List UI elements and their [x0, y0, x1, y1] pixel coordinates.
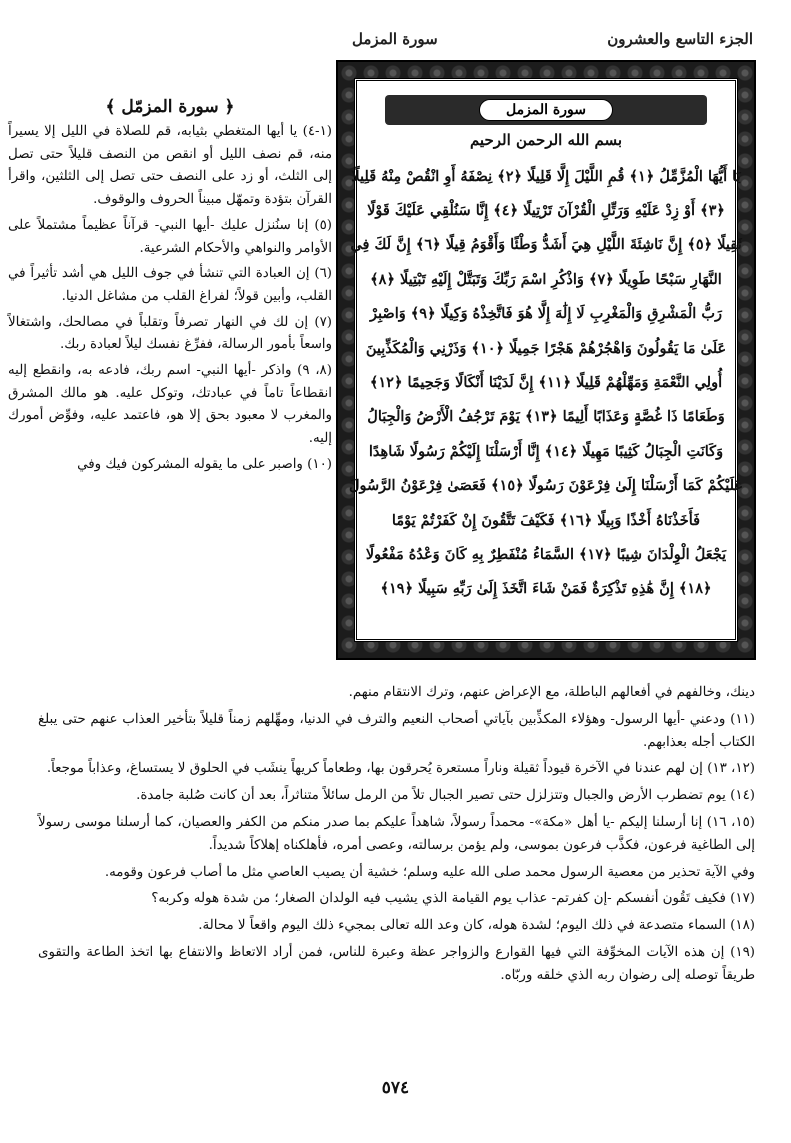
quran-line: فَأَخَذْنَاهُ أَخْذًا وَبِيلًا ﴿١٦﴾ فَكَيْفَ تَتَّقُونَ إِنْ كَفَرْتُمْ يَوْمًا	[391, 511, 701, 529]
surah-header: سورة المزمل	[352, 30, 438, 48]
juz-header: الجزء التاسع والعشرون	[607, 30, 753, 48]
tafsir-paragraph: (١-٤) يا أيها المتغطي بثيابه، قم للصلاة في الليل إلا يسيراً منه، قم نصف الليل أو انقص من النصف قليلاً حتى تصل إلى الثلث، أو زد على النصف حتى تصل إلى الثلثين، واقرأ القرآن بتؤدة وتمهّل مبيناً الحروف والوقوف.	[8, 124, 332, 208]
quran-line: ﴿١٨﴾ إِنَّ هَٰذِهِ تَذْكِرَةٌ فَمَنْ شَاءَ اتَّخَذَ إِلَىٰ رَبِّهِ سَبِيلًا ﴿١٩﴾	[380, 580, 712, 598]
quran-line: ﴿٣﴾ أَوْ زِدْ عَلَيْهِ وَرَتِّلِ الْقُرْآنَ تَرْتِيلًا ﴿٤﴾ إِنَّا سَنُلْقِي عَلَيْكَ قَوْلًا	[367, 202, 725, 220]
tafsir-full-width	[38, 682, 755, 992]
quran-line: وَطَعَامًا ذَا غُصَّةٍ وَعَذَابًا أَلِيمًا ﴿١٣﴾ يَوْمَ تَرْجُفُ الْأَرْضُ وَالْجِبَالُ	[367, 408, 725, 426]
quran-line: رَبُّ الْمَشْرِقِ وَالْمَغْرِبِ لَا إِلَٰهَ إِلَّا هُوَ فَاتَّخِذْهُ وَكِيلًا ﴿٩﴾ وَاصْبِرْ	[370, 305, 722, 323]
tafsir-paragraph: (١٢، ١٣) إن لهم عندنا في الآخرة قيوداً ثقيلة وناراً مستعرة يُحرقون بها، وطعاماً كريهاً ينشَب في الحلوق لا يستساغ، وعذاباً موجعاً.	[46, 761, 755, 777]
quran-line: وَكَانَتِ الْجِبَالُ كَثِيبًا مَهِيلًا ﴿١٤﴾ إِنَّا أَرْسَلْنَا إِلَيْكُمْ رَسُولًا شَاهِدًا	[368, 442, 724, 460]
tafsir-paragraph: (١٧) فكيف تَقُون أنفسكم -إن كفرتم- عذاب يوم القيامة الذي يشيب فيه الولدان الصغار؛ من شدة هوله وكربه؟	[151, 891, 755, 907]
tafsir-paragraph: (١٩) إن هذه الآيات المخوِّفة التي فيها القوارع والزواجر عظة وعبرة للناس، فمن أراد الاتعاظ والانتفاع بها اتخذ الطاعة والتقوى طريقاً توصله إلى رضوان ربه الذي خلقه وربّاه.	[38, 944, 755, 983]
surah-banner-title: سورة المزمل	[479, 99, 613, 121]
basmala: بسم الله الرحمن الرحيم	[469, 131, 623, 149]
tafsir-paragraph: (٨، ٩) واذكر -أيها النبي- اسم ربك، فادعه به، وانقطع إليه انقطاعاً تاماً في عبادتك، وتوكل عليه. هو مالك المشرق والمغرب لا معبود بحق إلا هو، فاعتمد عليه، وفوِّض أمورك إليه.	[8, 363, 332, 447]
page-number: ٥٧٤	[381, 1078, 410, 1098]
tafsir-paragraph: (١١) ودعني -أيها الرسول- وهؤلاء المكذِّبين بآياتي أصحاب النعيم والترف في الدنيا، ومهِّلهم زمناً قليلاً بتأخير العذاب عنهم حتى يبلغ الكتاب أجله بعذابهم.	[38, 711, 755, 750]
quran-line: عَلَيْكُمْ كَمَا أَرْسَلْنَا إِلَىٰ فِرْعَوْنَ رَسُولًا ﴿١٥﴾ فَعَصَىٰ فِرْعَوْنُ الرَّسُولَ	[348, 477, 744, 495]
quran-line: يَجْعَلُ الْوِلْدَانَ شِيبًا ﴿١٧﴾ السَّمَاءُ مُنْفَطِرٌ بِهِ كَانَ وَعْدُهُ مَفْعُولًا	[365, 545, 727, 563]
tafsir-paragraph: (٦) إن العبادة التي تنشأ في جوف الليل هي أشد تأثيراً في القلب، وأبين قولاً؛ لفراغ القلب من مشاغل الدنيا.	[8, 266, 332, 304]
quran-line: النَّهَارِ سَبْحًا طَوِيلًا ﴿٧﴾ وَاذْكُرِ اسْمَ رَبِّكَ وَتَبَتَّلْ إِلَيْهِ تَبْتِيلًا ﴿٨﴾	[370, 270, 722, 288]
tafsir-paragraph: (٧) إن لك في النهار تصرفاً وتقلباً في مصالحك، واشتغالاً واسعاً بأمور الرسالة، ففرِّغ نفسك ليلاً لعبادة ربك.	[8, 314, 332, 353]
quran-line: عَلَىٰ مَا يَقُولُونَ وَاهْجُرْهُمْ هَجْرًا جَمِيلًا ﴿١٠﴾ وَذَرْنِي وَالْمُكَذِّبِينَ	[365, 339, 727, 357]
tafsir-paragraph: وفي الآية تحذير من معصية الرسول محمد صلى الله عليه وسلم؛ خشية أن يصيب العاصي مثل ما أصاب فرعون وقومه.	[104, 864, 755, 880]
quran-lines	[348, 159, 744, 606]
quran-line: ثَقِيلًا ﴿٥﴾ إِنَّ نَاشِئَةَ اللَّيْلِ هِيَ أَشَدُّ وَطْئًا وَأَقْوَمُ قِيلًا ﴿٦﴾ إِنَّ لَكَ فِي	[350, 236, 742, 254]
tafsir-title: ﴿ سورة المزمّل ﴾	[105, 97, 235, 117]
tafsir-paragraph: دينك، وخالفهم في أفعالهم الباطلة، مع الإعراض عنهم، وترك الانتقام منهم.	[348, 685, 755, 700]
mushaf-frame	[336, 60, 756, 660]
mushaf-page	[348, 78, 744, 642]
quran-line: يَا أَيُّهَا الْمُزَّمِّلُ ﴿١﴾ قُمِ اللَّيْلَ إِلَّا قَلِيلًا ﴿٢﴾ نِصْفَهُ أَوِ انْقُصْ مِنْهُ قَلِيلًا	[351, 167, 741, 185]
surah-banner	[385, 95, 707, 125]
tafsir-side-column	[8, 96, 332, 480]
tafsir-paragraph: (١٤) يوم تضطرب الأرض والجبال وتتزلزل حتى تصير الجبال تلاً من الرمل سائلاً متناثراً، بعد أن كانت صُلبة جامدة.	[136, 788, 755, 804]
tafsir-paragraph: (١٨) السماء متصدعة في ذلك اليوم؛ لشدة هوله، كان وعد الله تعالى بمجيء ذلك اليوم واقعاً لا محالة.	[198, 918, 755, 934]
tafsir-paragraph: (١٥، ١٦) إنا أرسلنا إليكم -يا أهل «مكة»- محمداً رسولاً، شاهداً عليكم بما صدر منكم من الكفر والعصيان، كما أرسلنا موسى رسولاً إلى الطاغية فرعون، فكذَّب فرعون بموسى، ولم يؤمن برسالته، وعصى أمره، فأهلكناه إهلاكاً شديداً.	[38, 814, 755, 853]
quran-line: أُولِي النَّعْمَةِ وَمَهِّلْهُمْ قَلِيلًا ﴿١١﴾ إِنَّ لَدَيْنَا أَنْكَالًا وَجَحِيمًا ﴿١٢﴾	[369, 374, 723, 392]
tafsir-paragraph: (١٠) واصبر على ما يقوله المشركون فيك وفي	[77, 456, 332, 472]
tafsir-paragraph: (٥) إنا سنُنزل عليك -أيها النبي- قرآناً عظيماً مشتملاً على الأوامر والنواهي والأحكام الشرعية.	[8, 217, 332, 256]
